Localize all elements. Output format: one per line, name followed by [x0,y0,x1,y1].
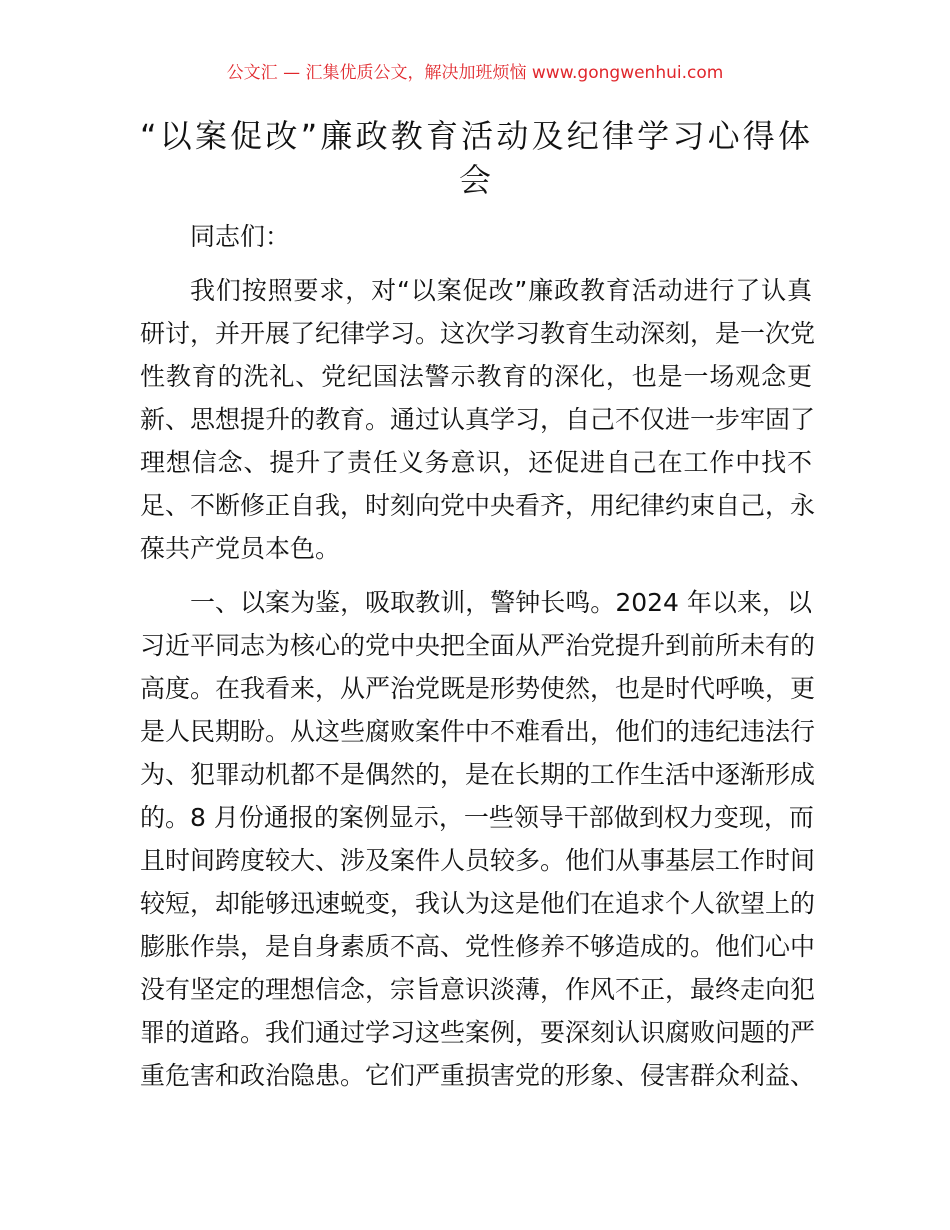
paragraph-line: 一、以案为鉴，吸取教训，警钟长鸣。2024 年以来，以 [190,588,812,617]
watermark-header: 公文汇 — 汇集优质公文，解决加班烦恼 www.gongwenhui.com [226,63,724,83]
paragraph [140,581,816,1097]
paragraph-line: 的。8 月份通报的案例显示，一些领导干部做到权力变现，而 [140,803,814,832]
paragraph-line: 足、不断修正自我，时刻向党中央看齐，用纪律约束自己，永 [140,491,816,520]
paragraph-line: 习近平同志为核心的党中央把全面从严治党提升到前所未有的 [140,631,816,660]
paragraph-line: 罪的道路。我们通过学习这些案例，要深刻认识腐败问题的严 [140,1018,816,1047]
paragraph-line: 我们按照要求，对“以案促改”廉政教育活动进行了认真 [190,276,812,305]
paragraph-line: 葆共产党员本色。 [140,534,341,563]
paragraph-line: 理想信念、提升了责任义务意识，还促进自己在工作中找不 [140,448,812,477]
paragraph-line: 较短，却能够迅速蜕变，我认为这是他们在追求个人欲望上的 [140,889,816,918]
document-title [140,114,810,202]
paragraph-line: 研讨，并开展了纪律学习。这次学习教育生动深刻，是一次党 [140,319,816,348]
paragraph-line: 是人民期盼。从这些腐败案件中不难看出，他们的违纪违法行 [140,717,816,746]
paragraph-line: 膨胀作祟，是自身素质不高、党性修养不够造成的。他们心中 [140,932,816,961]
paragraph [140,269,816,570]
salutation: 同志们： [190,222,291,251]
paragraph-line: 没有坚定的理想信念，宗旨意识淡薄，作风不正，最终走向犯 [140,975,816,1004]
paragraph-line: 重危害和政治隐患。它们严重损害党的形象、侵害群众利益、 [140,1061,816,1090]
paragraph-line: 性教育的洗礼、党纪国法警示教育的深化，也是一场观念更 [140,362,812,391]
paragraph-line: 为、犯罪动机都不是偶然的，是在长期的工作生活中逐渐形成 [140,760,816,789]
paragraph-line: 新、思想提升的教育。通过认真学习，自己不仅进一步牢固了 [140,405,816,434]
title-line: “以案促改”廉政教育活动及纪律学习心得体 [140,117,810,155]
paragraph-line: 高度。在我看来，从严治党既是形势使然，也是时代呼唤，更 [140,674,816,703]
title-line: 会 [458,161,491,199]
paragraph-line: 且时间跨度较大、涉及案件人员较多。他们从事基层工作时间 [140,846,816,875]
